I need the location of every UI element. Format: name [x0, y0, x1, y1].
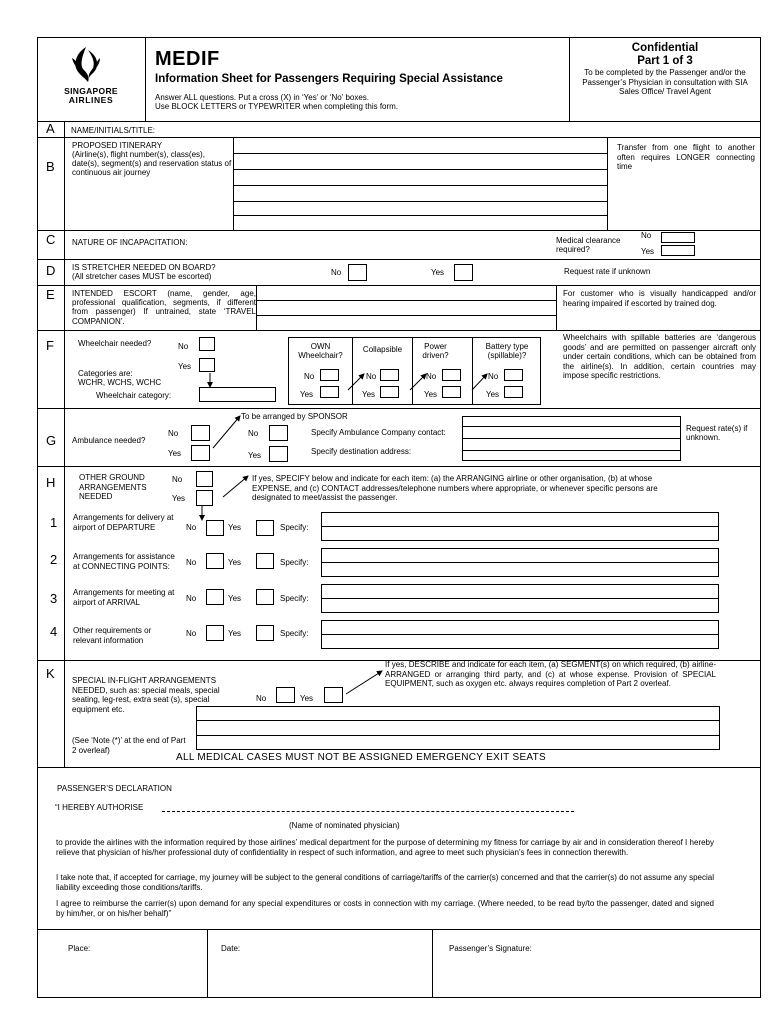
connecting-yes-label: Yes	[228, 558, 242, 567]
in-flight-yes-label: Yes	[300, 694, 314, 703]
power-driven-header: Power	[424, 342, 447, 351]
in-flight-no-label: No	[256, 694, 267, 703]
passenger-signature-label: Passenger’s Signature:	[449, 944, 532, 953]
completed-by-note: To be completed by the Passenger and/or the Passenger’s Physician in consultation with SIA Sales Office/ Travel Agent	[582, 68, 748, 97]
exit-seats-notice: ALL MEDICAL CASES MUST NOT BE ASSIGNED EMERGENCY EXIT SEATS	[176, 752, 547, 763]
arrangement-number-4: 4	[50, 624, 58, 639]
arrangement-label-other: Other requirements or relevant information	[73, 626, 152, 645]
section-letter-f: F	[46, 338, 54, 353]
section-letter-b: B	[46, 159, 55, 174]
other-no-label: No	[186, 629, 197, 638]
wheelchair-needed-label: Wheelchair needed?	[78, 339, 152, 348]
form-title: MEDIF	[155, 48, 220, 70]
collapsible-no-label: No	[366, 372, 377, 381]
battery-arrow	[472, 374, 487, 390]
wheelchair-no-label: No	[178, 342, 189, 351]
arrangement-label-departure: Arrangements for delivery at airport of DEPARTURE	[73, 513, 174, 532]
medical-clearance-yes-label: Yes	[641, 247, 655, 256]
wheelchair-categories-label: Categories are:	[78, 369, 133, 378]
section-letter-c: C	[46, 232, 56, 247]
stretcher-request-rate-note: Request rate if unknown	[564, 267, 651, 276]
ground-arrangements-yes-label: Yes	[172, 494, 186, 503]
arrival-yes-label: Yes	[228, 594, 242, 603]
sponsor-arranged-label: To be arranged by SPONSOR	[241, 412, 348, 421]
arrangement-label-connecting: Arrangements for assistance at CONNECTING POINTS:	[73, 552, 175, 571]
power-driven-header-2: driven?	[422, 351, 449, 360]
declaration-paragraph-3: I agree to reimburse the carrier(s) upon demand for any special expenditures or costs in connection with my carriage. (Where needed, to be read by/to the passenger, dated and signed by him/her, or on his/her behalf)”	[56, 899, 714, 918]
arrival-specify-label: Specify:	[280, 594, 309, 603]
battery-yes-label: Yes	[486, 390, 500, 399]
section-letter-d: D	[46, 263, 56, 278]
declaration-authorise: “I HEREBY AUTHORISE	[55, 803, 144, 812]
name-initials-title-label: NAME/INITIALS/TITLE:	[71, 126, 156, 135]
departure-no-label: No	[186, 523, 197, 532]
in-flight-arrangements-label: SPECIAL IN-FLIGHT ARRANGEMENTS NEEDED, such as: special meals, special seating, leg-rest, extra seat (s), special equipment etc.	[72, 676, 220, 714]
ambulance-yes-arrow	[213, 416, 240, 448]
ground-yes-arrow	[223, 476, 248, 497]
other-specify-label: Specify:	[280, 629, 309, 638]
logo-text-singapore: SINGAPORE	[64, 86, 118, 96]
place-label: Place:	[68, 944, 91, 953]
spillable-battery-note: Wheelchairs with spillable batteries are ‘dangerous goods’ and are permitted on passenger aircraft only under certain conditions, which can be obtained from the airline(s). In addition, certain countries may impose specific restrictions.	[563, 333, 756, 381]
stretcher-needed-label: IS STRETCHER NEEDED ON BOARD?	[72, 263, 216, 272]
stretcher-escort-note: (All stretcher cases MUST be escorted)	[72, 272, 212, 281]
nature-of-incapacitation-label: NATURE OF INCAPACITATION:	[72, 238, 188, 247]
sponsor-no-label: No	[248, 429, 259, 438]
proposed-itinerary-sublabel: (Airline(s), flight number(s), class(es), date(s), segment(s) and reservation status of continuous air journey	[72, 150, 232, 178]
proposed-itinerary-label: PROPOSED ITINERARY	[72, 141, 163, 150]
part-label: Part 1 of 3	[637, 55, 693, 67]
section-letter-a: A	[46, 121, 55, 136]
see-note-label: (See ‘Note (*)’ at the end of Part 2 overleaf)	[72, 736, 186, 755]
own-wheelchair-header: OWN	[310, 342, 331, 351]
arrival-no-label: No	[186, 594, 197, 603]
collapsible-header: Collapsible	[362, 345, 403, 354]
section-letter-k: K	[46, 666, 55, 681]
connecting-specify-label: Specify:	[280, 558, 309, 567]
departure-yes-label: Yes	[228, 523, 242, 532]
wheelchair-category-label: Wheelchair category:	[96, 391, 172, 400]
wheelchair-categories-list: WCHR, WCHS, WCHC	[78, 378, 162, 387]
collapsible-arrow	[348, 374, 364, 390]
instruction-crosses: Answer ALL questions. Put a cross (X) in ‘Yes’ or ‘No’ boxes.	[155, 93, 370, 102]
section-letter-h: H	[46, 475, 56, 490]
medical-clearance-label: Medical clearance	[556, 236, 621, 245]
battery-no-label: No	[488, 372, 499, 381]
power-driven-arrow	[410, 374, 426, 390]
power-driven-yes-label: Yes	[424, 390, 438, 399]
in-flight-instruction: If yes, DESCRIBE and indicate for each item, (a) SEGMENT(s) on which required, (b) airline-ARRANGED or arranging third party, and (c) at whose expense. Provision of SPECIAL EQUIPMENT, such as oxygen etc. always requires completion of Part 2 overleaf.	[385, 660, 716, 689]
ambulance-no-label: No	[168, 429, 179, 438]
other-yes-label: Yes	[228, 629, 242, 638]
destination-address-label: Specify destination address:	[311, 447, 412, 456]
declaration-paragraph-2: I take note that, if accepted for carriage, my journey will be subject to the general conditions of carriage/tariffs of the carrier(s) concerned and that the carrier(s) do not assume any special liability exceeding those conditions/tariffs.	[56, 873, 714, 892]
guide-dog-note: For customer who is visually handicapped and/or hearing impaired if escorted by trained dog.	[563, 289, 756, 308]
own-wheelchair-no-label: No	[304, 372, 315, 381]
stretcher-yes-label: Yes	[431, 268, 445, 277]
transfer-note: Transfer from one flight to another often requires LONGER connecting time	[617, 143, 755, 172]
other-ground-arrangements-label: OTHER GROUND ARRANGEMENTS NEEDED	[79, 473, 147, 502]
sponsor-yes-label: Yes	[248, 451, 262, 460]
ground-arrangements-no-label: No	[172, 475, 183, 484]
ground-arrangements-instruction: If yes, SPECIFY below and indicate for each item: (a) the ARRANGING airline or other organisation, (b) at whose EXPENSE, and (c) CONTACT addresses/telephone numbers where appropriate, or whenever specific persons are designated to meet/assist the passenger.	[252, 474, 658, 503]
section-letter-e: E	[46, 287, 55, 302]
confidential-label: Confidential	[631, 42, 699, 54]
intended-escort-label: INTENDED ESCORT (name, gender, age, professional qualification, segments, if different from passenger) If untrained, state ‘TRAVEL COMPANION’.	[72, 289, 256, 326]
arrangement-number-3: 3	[50, 591, 58, 606]
wheelchair-yes-label: Yes	[178, 362, 192, 371]
medical-clearance-no-label: No	[641, 231, 652, 240]
physician-name-caption: (Name of nominated physician)	[289, 821, 400, 830]
connecting-no-label: No	[186, 558, 197, 567]
stretcher-no-label: No	[331, 268, 342, 277]
declaration-paragraph-1: to provide the airlines with the information required by those airlines’ medical department for the purpose of determining my fitness for carriage by air and in consideration thereof I hereby relieve that physician of his/her professional duty of confidentiality in respect of such information, and agree to meet such physician’s fees in connection therewith.	[56, 838, 714, 857]
arrangement-number-2: 2	[50, 552, 58, 567]
date-label: Date:	[221, 944, 241, 953]
form-subtitle: Information Sheet for Passengers Requiring Special Assistance	[155, 73, 503, 85]
ambulance-yes-label: Yes	[168, 449, 182, 458]
logo-text-airlines: AIRLINES	[68, 95, 114, 105]
arrangement-number-1: 1	[50, 515, 58, 530]
own-wheelchair-header-2: Wheelchair?	[298, 351, 343, 360]
arrangement-label-arrival: Arrangements for meeting at airport of ARRIVAL	[73, 588, 175, 607]
battery-type-header-2: (spillable)?	[487, 351, 527, 360]
in-flight-yes-arrow	[346, 671, 382, 694]
section-letter-g: G	[46, 433, 57, 448]
departure-specify-label: Specify:	[280, 523, 309, 532]
collapsible-yes-label: Yes	[362, 390, 376, 399]
instruction-block-letters: Use BLOCK LETTERS or TYPEWRITER when completing this form.	[155, 102, 399, 111]
medical-clearance-required-label: required?	[556, 245, 590, 254]
ambulance-request-rate-note: Request rate(s) if unknown.	[686, 424, 748, 443]
ambulance-company-contact-label: Specify Ambulance Company contact:	[311, 428, 446, 437]
battery-type-header: Battery type	[485, 342, 529, 351]
own-wheelchair-yes-label: Yes	[300, 390, 314, 399]
declaration-title: PASSENGER’S DECLARATION	[57, 784, 172, 793]
ambulance-needed-label: Ambulance needed?	[72, 436, 146, 445]
power-driven-no-label: No	[426, 372, 437, 381]
